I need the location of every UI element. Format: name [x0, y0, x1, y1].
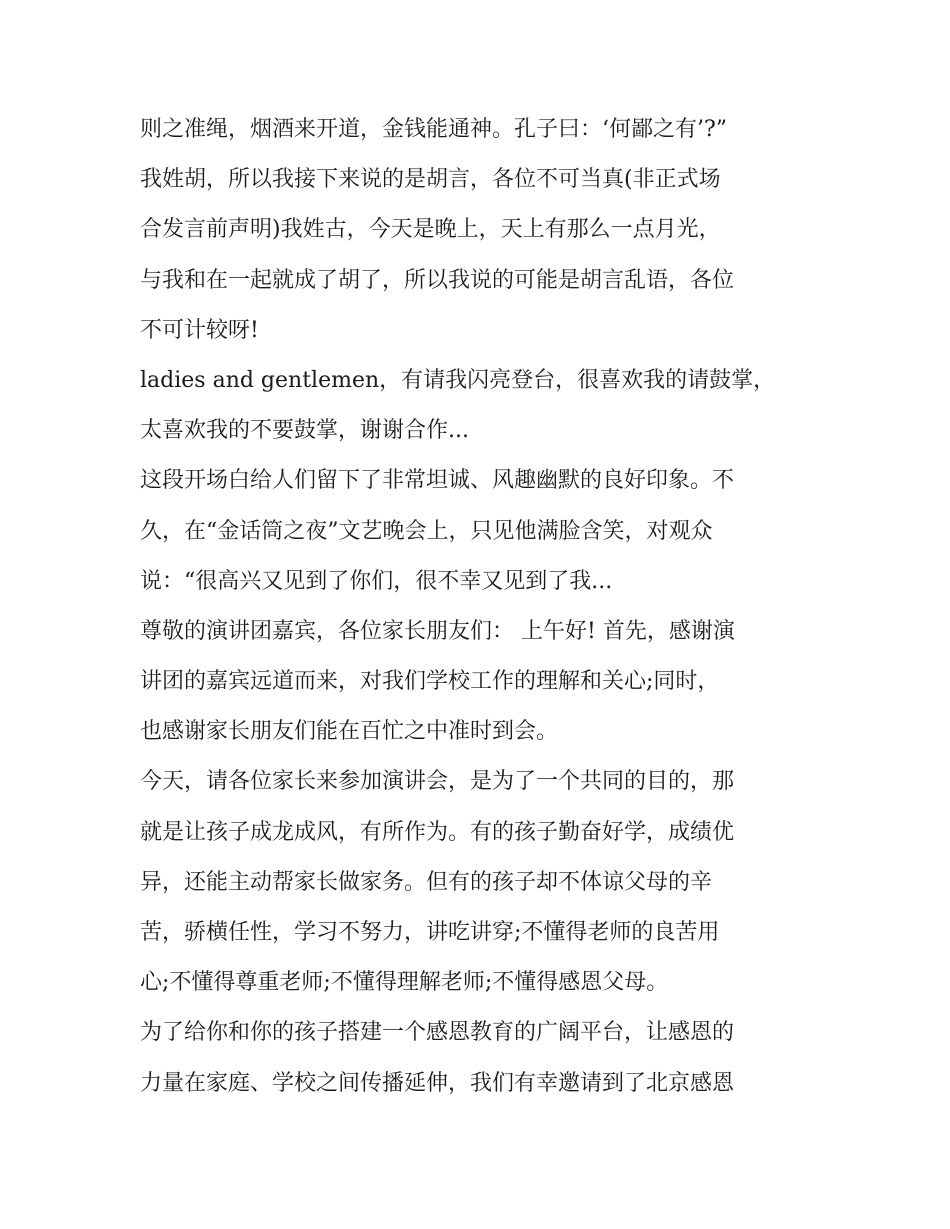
text-line: 与我和在一起就成了胡了，所以我说的可能是胡言乱语，各位: [140, 267, 735, 293]
text-line: 也感谢家长朋友们能在百忙之中准时到会。: [140, 719, 559, 745]
text-line: 今天，请各位家长来参加演讲会，是为了一个共同的目的，那: [140, 769, 735, 795]
text-line: 则之准绳，烟酒来开道，金钱能通神。孔子曰：‘何鄙之有’?”: [140, 117, 728, 142]
text-line: 力量在家庭、学校之间传播延伸，我们有幸邀请到了北京感恩: [140, 1070, 735, 1096]
text-line: 不可计较呀!: [140, 317, 259, 343]
text-line: 久，在“金话筒之夜”文艺晚会上，只见他满脸含笑，对观众: [140, 518, 713, 544]
text-line: 讲团的嘉宾远道而来，对我们学校工作的理解和关心;同时，: [140, 669, 720, 695]
text-line: ladies and gentlemen，有请我闪亮登台，很喜欢我的请鼓掌，: [140, 367, 776, 393]
body-text: [140, 105, 820, 1109]
text-line: 为了给你和你的孩子搭建一个感恩教育的广阔平台，让感恩的: [140, 1020, 735, 1046]
text-line: 这段开场白给人们留下了非常坦诚、风趣幽默的良好印象。不: [140, 468, 735, 494]
text-line: 合发言前声明)我姓古，今天是晚上，天上有那么一点月光，: [140, 217, 721, 243]
text-line: 我姓胡，所以我接下来说的是胡言，各位不可当真(非正式场: [140, 167, 721, 193]
text-line: 说：“很高兴又见到了你们，很不幸又见到了我...: [140, 568, 613, 594]
text-line: 异，还能主动帮家长做家务。但有的孩子却不体谅父母的辛: [140, 869, 713, 895]
text-line: 苦，骄横任性，学习不努力，讲吃讲穿;不懂得老师的良苦用: [140, 920, 720, 945]
text-line: 心;不懂得尊重老师;不懂得理解老师;不懂得感恩父母。: [140, 970, 669, 996]
text-line: 太喜欢我的不要鼓掌，谢谢合作...: [140, 418, 469, 444]
text-line: 尊敬的演讲团嘉宾，各位家长朋友们： 上午好! 首先，感谢演: [140, 618, 735, 644]
text-line: 就是让孩子成龙成风，有所作为。有的孩子勤奋好学，成绩优: [140, 819, 735, 845]
